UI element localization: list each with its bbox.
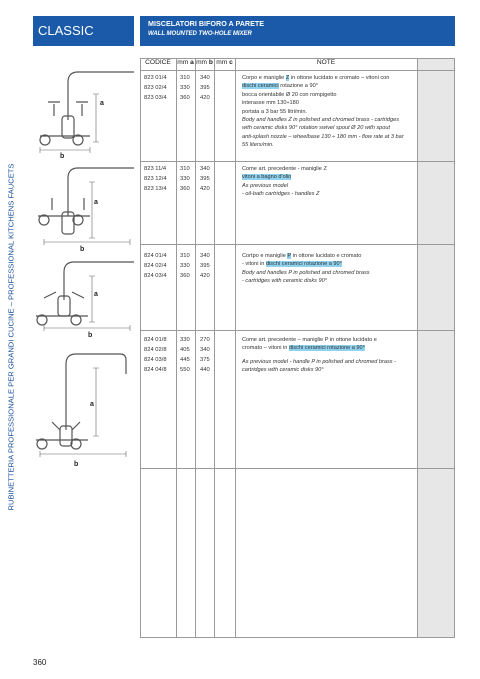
faucet-drawing-2 xyxy=(30,160,135,252)
note-line: portata a 3 bar 55 litri/min. xyxy=(242,108,307,115)
cell-b: 405 xyxy=(180,347,190,353)
note-line: interasse mm 130÷180 xyxy=(242,100,299,107)
note-line: Come art. precedente - maniglie Z xyxy=(242,166,327,172)
page-number: 360 xyxy=(33,658,47,667)
cell-a: 340 xyxy=(200,347,210,353)
cell-b: 330 xyxy=(180,337,190,343)
cell-b: 445 xyxy=(180,357,190,363)
cell-a: 440 xyxy=(200,367,210,373)
cell-b: 330 xyxy=(180,263,190,269)
cell-a: 395 xyxy=(200,263,210,269)
note-line: bocca orientabile Ø 20 con rompigetto xyxy=(242,91,337,98)
header-col-c: mm c xyxy=(216,59,233,66)
note-english: Body and handles P in polished and chromed brass xyxy=(242,269,370,276)
note-line: - vitoni in dischi ceramici rotazione a 90° xyxy=(242,261,342,268)
note-block xyxy=(242,252,416,286)
side-title: RUBINETTERIA PROFESSIONALE PER GRANDI CUCINE – PROFESSIONAL KITCHENS FAUCETS xyxy=(6,163,16,511)
cell-b: 310 xyxy=(180,75,190,81)
note-line: Come art. precedente – maniglie P in ottone lucidato e xyxy=(242,337,377,343)
header-note: NOTE xyxy=(316,59,336,66)
dimension-b-label: b xyxy=(74,461,79,468)
cell-b: 550 xyxy=(180,367,190,373)
note-english: cartridges with ceramic disks 90° xyxy=(242,367,324,374)
faucet-drawing-4 xyxy=(30,340,135,470)
note-block xyxy=(242,336,416,375)
cell-code: 823 12/4 xyxy=(144,176,167,182)
cell-code: 824 03/4 xyxy=(144,273,167,279)
dimension-a-label: a xyxy=(94,199,98,206)
header-col-b: mm b xyxy=(196,59,213,66)
faucet-drawing-1 xyxy=(30,58,135,158)
note-english: with ceramic disks 90° rotation swivel spout Ø 20 with spout xyxy=(242,125,391,132)
cell-b: 360 xyxy=(180,95,190,101)
table-header xyxy=(140,58,455,70)
note-english: - cartridges with ceramic disks 90° xyxy=(242,278,327,285)
title-english: WALL MOUNTED TWO-HOLE MIXER xyxy=(148,31,252,37)
cell-code: 823 11/4 xyxy=(144,166,167,172)
cell-code: 824 01/4 xyxy=(144,253,167,259)
cell-a: 395 xyxy=(200,176,210,182)
cell-a: 340 xyxy=(200,166,210,172)
note-english: - oil-bath cartridges - handles Z xyxy=(242,191,320,198)
note-line: cromato – vitoni in dischi ceramici rotazione a 90° xyxy=(242,345,365,352)
cell-code: 823 13/4 xyxy=(144,186,167,192)
dimension-b-label: b xyxy=(88,332,93,338)
series-badge: CLASSIC xyxy=(33,16,134,46)
note-english: As previous model xyxy=(242,182,289,189)
faucet-drawing-3 xyxy=(30,252,135,338)
cell-b: 310 xyxy=(180,253,190,259)
shaded-column xyxy=(417,58,455,638)
cell-a: 420 xyxy=(200,273,210,279)
header-col-a: mm a xyxy=(177,59,194,66)
title-bar xyxy=(140,16,455,46)
cell-a: 420 xyxy=(200,95,210,101)
cell-code: 823 01/4 xyxy=(144,75,167,81)
cell-code: 823 03/4 xyxy=(144,95,167,101)
cell-code: 823 02/4 xyxy=(144,85,167,91)
cell-a: 270 xyxy=(200,337,210,343)
cell-b: 330 xyxy=(180,85,190,91)
note-english: 55 liters/min. xyxy=(242,142,274,149)
cell-a: 340 xyxy=(200,75,210,81)
product-table xyxy=(140,58,455,638)
header-code: CODICE xyxy=(145,59,171,66)
cell-b: 310 xyxy=(180,166,190,172)
note-line: dischi ceramici rotazione a 90° xyxy=(242,83,318,90)
note-english: anti-splash nozzle – wheelbase 130 ÷ 180 mm - flow rate at 3 bar xyxy=(242,133,404,140)
note-line: Corpo e maniglie Z in ottone lucidato e cromato – vitoni con xyxy=(242,75,390,81)
title-italian: MISCELATORI BIFORO A PARETE xyxy=(148,19,265,28)
note-block xyxy=(242,165,416,199)
side-title-strip xyxy=(0,0,22,679)
cell-a: 340 xyxy=(200,253,210,259)
cell-code: 824 04/8 xyxy=(144,367,167,373)
note-line: vitoni a bagno d'olio xyxy=(242,174,292,181)
cell-b: 360 xyxy=(180,186,190,192)
note-line: Cortpo e maniglie P in ottone lucidato e cromato xyxy=(242,253,362,259)
cell-a: 420 xyxy=(200,186,210,192)
cell-code: 824 02/4 xyxy=(144,263,167,269)
cell-a: 395 xyxy=(200,85,210,91)
dimension-b-label: b xyxy=(60,153,65,158)
dimension-a-label: a xyxy=(94,291,98,298)
cell-code: 824 02/8 xyxy=(144,347,167,353)
note-english: Body and handles Z in polished and chromed brass - cartridges xyxy=(242,117,400,124)
cell-code: 824 01/8 xyxy=(144,337,167,343)
note-english: As previous model - handle P in polished and chromed brass - xyxy=(242,358,397,365)
dimension-a-label: a xyxy=(90,401,94,408)
cell-b: 330 xyxy=(180,176,190,182)
dimension-b-label: b xyxy=(80,246,85,252)
note-block xyxy=(242,74,416,150)
cell-b: 360 xyxy=(180,273,190,279)
dimension-a-label: a xyxy=(100,100,104,107)
cell-code: 824 03/8 xyxy=(144,357,167,363)
cell-a: 375 xyxy=(200,357,210,363)
